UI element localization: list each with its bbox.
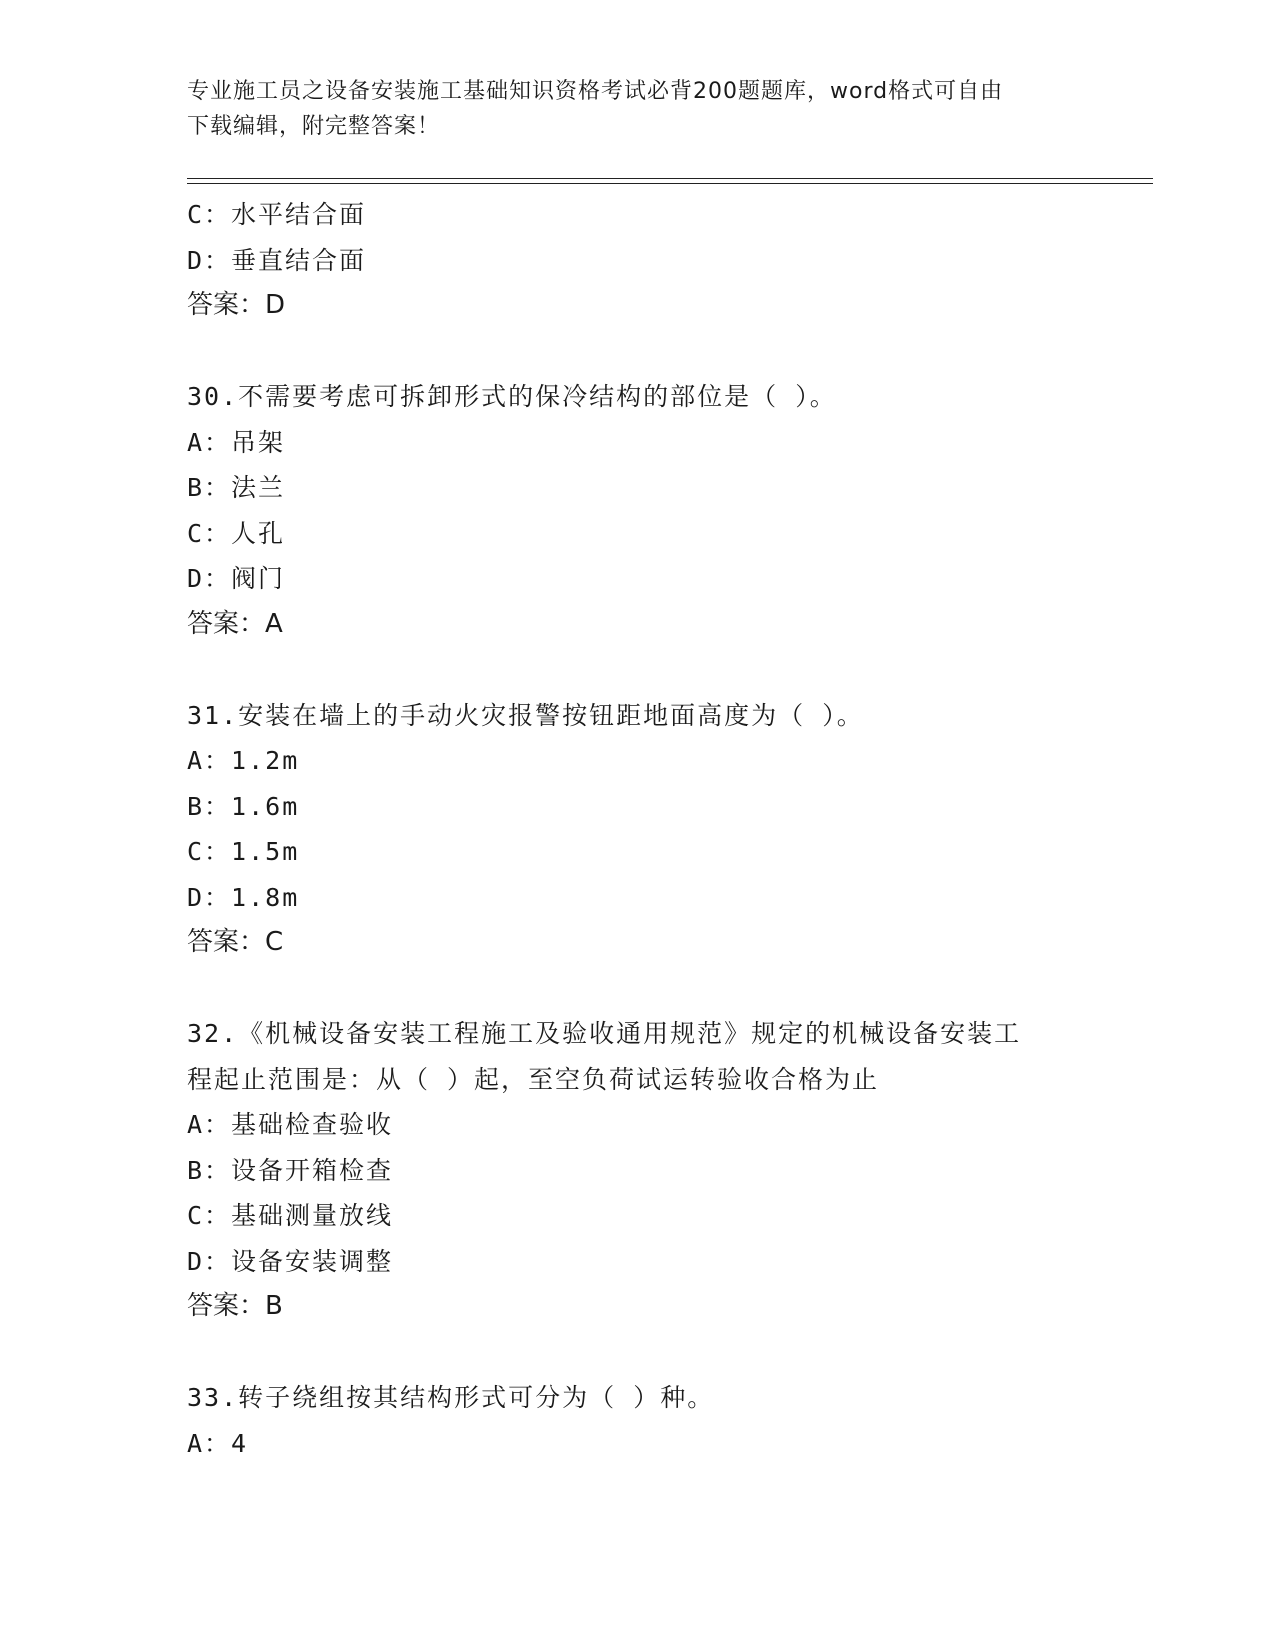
header-divider-top: [187, 178, 1153, 179]
header-title-line-1: 专业施工员之设备安装施工基础知识资格考试必背200题题库，word格式可自由: [187, 79, 1004, 104]
option-c: C：人孔: [187, 518, 286, 548]
question-text-line-2: 程起止范围是：从（ ）起，至空负荷试运转验收合格为止: [187, 1064, 880, 1094]
header-title-line-2: 下载编辑，附完整答案！: [187, 114, 441, 139]
answer-label: 答案：D: [187, 290, 286, 320]
option-c: C：水平结合面: [187, 200, 367, 229]
option-b: B：1.6m: [187, 791, 300, 821]
option-d: D：1.8m: [187, 882, 300, 912]
spacer: [187, 1330, 1087, 1376]
option-c: C：基础测量放线: [187, 1201, 394, 1230]
option-a: A：吊架: [187, 427, 286, 457]
option-b: B：设备开箱检查: [187, 1155, 394, 1185]
question-31: [187, 693, 1087, 966]
option-b: B：法兰: [187, 473, 286, 502]
question-text-line-1: 32.《机械设备安装工程施工及验收通用规范》规定的机械设备安装工: [187, 1019, 1022, 1048]
spacer: [187, 647, 1087, 693]
option-d: D：垂直结合面: [187, 245, 367, 275]
question-32: [187, 1011, 1087, 1330]
option-d: D：设备安装调整: [187, 1246, 394, 1276]
header-divider-bottom: [187, 183, 1153, 184]
answer-label: 答案：C: [187, 927, 284, 957]
option-d: D：阀门: [187, 564, 286, 593]
question-text: 30.不需要考虑可拆卸形式的保冷结构的部位是（ ）。: [187, 382, 837, 411]
spacer: [187, 966, 1087, 1012]
question-text: 31.安装在墙上的手动火灾报警按钮距地面高度为（ ）。: [187, 700, 864, 730]
option-c: C：1.5m: [187, 837, 300, 866]
answer-label: 答案：A: [187, 608, 283, 639]
question-list: [187, 192, 1087, 1466]
option-a: A：4: [187, 1428, 249, 1458]
spacer: [187, 329, 1087, 375]
answer-label: 答案：B: [187, 1291, 283, 1321]
question-30: [187, 374, 1087, 647]
question-29-tail: [187, 192, 1087, 329]
option-a: A：1.2m: [187, 746, 300, 775]
document-header: [187, 74, 1067, 144]
question-33: [187, 1375, 1087, 1466]
option-a: A：基础检查验收: [187, 1110, 394, 1139]
question-text: 33.转子绕组按其结构形式可分为（ ）种。: [187, 1383, 715, 1412]
